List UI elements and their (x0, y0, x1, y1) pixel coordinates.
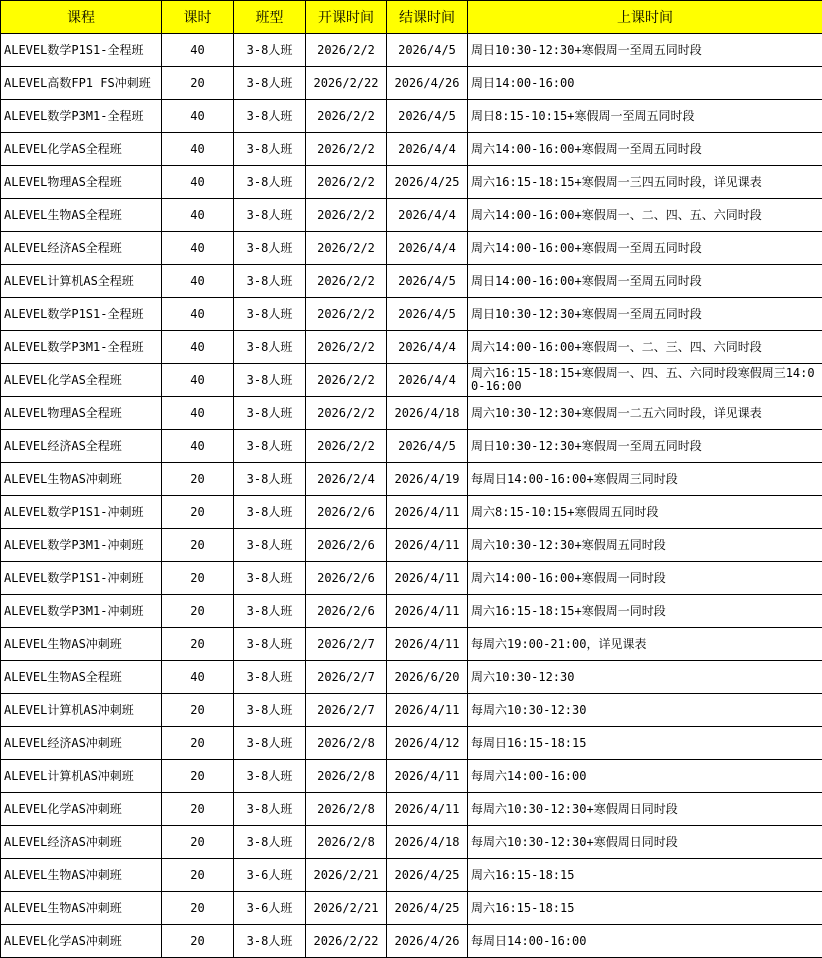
course-cell: ALEVEL经济AS冲刺班 (1, 727, 162, 760)
course-cell: ALEVEL数学P1S1-冲刺班 (1, 562, 162, 595)
hours-cell: 40 (162, 430, 234, 463)
end-date-cell: 2026/6/20 (387, 661, 468, 694)
start-date-cell: 2026/2/2 (306, 133, 387, 166)
course-cell: ALEVEL化学AS全程班 (1, 364, 162, 397)
course-cell: ALEVEL经济AS全程班 (1, 430, 162, 463)
end-date-cell: 2026/4/26 (387, 925, 468, 958)
start-date-cell: 2026/2/2 (306, 100, 387, 133)
start-date-cell: 2026/2/6 (306, 496, 387, 529)
table-row (1, 859, 822, 892)
hours-cell: 40 (162, 397, 234, 430)
class-time-cell: 周六14:00-16:00+寒假周一至周五同时段 (468, 133, 822, 166)
hours-cell: 20 (162, 925, 234, 958)
table-row (1, 67, 822, 100)
class-time-cell: 周六16:15-18:15+寒假周一、四、五、六同时段寒假周三14:00-16:00 (468, 364, 822, 397)
class-time-cell: 周日14:00-16:00+寒假周一至周五同时段 (468, 265, 822, 298)
hours-cell: 20 (162, 628, 234, 661)
table-row (1, 892, 822, 925)
table-row (1, 430, 822, 463)
class-size-cell: 3-8人班 (234, 166, 306, 199)
course-cell: ALEVEL计算机AS全程班 (1, 265, 162, 298)
class-time-cell: 周六14:00-16:00+寒假周一、二、三、四、六同时段 (468, 331, 822, 364)
end-date-cell: 2026/4/4 (387, 331, 468, 364)
class-time-cell: 周日8:15-10:15+寒假周一至周五同时段 (468, 100, 822, 133)
end-date-cell: 2026/4/25 (387, 166, 468, 199)
table-row (1, 760, 822, 793)
hours-cell: 20 (162, 760, 234, 793)
class-size-cell: 3-8人班 (234, 34, 306, 67)
start-date-cell: 2026/2/21 (306, 892, 387, 925)
table-body (1, 34, 822, 958)
end-date-cell: 2026/4/4 (387, 232, 468, 265)
table-row (1, 694, 822, 727)
end-date-cell: 2026/4/19 (387, 463, 468, 496)
end-date-cell: 2026/4/18 (387, 397, 468, 430)
hours-cell: 20 (162, 562, 234, 595)
header-course: 课程 (1, 1, 162, 34)
start-date-cell: 2026/2/7 (306, 661, 387, 694)
course-cell: ALEVEL化学AS全程班 (1, 133, 162, 166)
table-row (1, 595, 822, 628)
header-class-size: 班型 (234, 1, 306, 34)
hours-cell: 20 (162, 496, 234, 529)
end-date-cell: 2026/4/11 (387, 628, 468, 661)
table-row (1, 34, 822, 67)
start-date-cell: 2026/2/6 (306, 529, 387, 562)
start-date-cell: 2026/2/8 (306, 793, 387, 826)
table-row (1, 562, 822, 595)
course-cell: ALEVEL计算机AS冲刺班 (1, 760, 162, 793)
end-date-cell: 2026/4/11 (387, 595, 468, 628)
class-time-cell: 周六10:30-12:30 (468, 661, 822, 694)
course-cell: ALEVEL经济AS全程班 (1, 232, 162, 265)
course-cell: ALEVEL计算机AS冲刺班 (1, 694, 162, 727)
end-date-cell: 2026/4/18 (387, 826, 468, 859)
end-date-cell: 2026/4/12 (387, 727, 468, 760)
class-size-cell: 3-8人班 (234, 463, 306, 496)
course-cell: ALEVEL生物AS全程班 (1, 199, 162, 232)
table-row (1, 826, 822, 859)
table-row (1, 364, 822, 397)
start-date-cell: 2026/2/8 (306, 727, 387, 760)
class-size-cell: 3-8人班 (234, 331, 306, 364)
header-end-date: 结课时间 (387, 1, 468, 34)
start-date-cell: 2026/2/2 (306, 364, 387, 397)
class-size-cell: 3-6人班 (234, 892, 306, 925)
table-row (1, 265, 822, 298)
end-date-cell: 2026/4/5 (387, 34, 468, 67)
course-cell: ALEVEL高数FP1 FS冲刺班 (1, 67, 162, 100)
start-date-cell: 2026/2/8 (306, 826, 387, 859)
class-time-cell: 每周日14:00-16:00+寒假周三同时段 (468, 463, 822, 496)
class-time-cell: 周六14:00-16:00+寒假周一同时段 (468, 562, 822, 595)
class-size-cell: 3-8人班 (234, 496, 306, 529)
start-date-cell: 2026/2/2 (306, 430, 387, 463)
start-date-cell: 2026/2/4 (306, 463, 387, 496)
table-row (1, 496, 822, 529)
end-date-cell: 2026/4/11 (387, 793, 468, 826)
class-time-cell: 周六10:30-12:30+寒假周五同时段 (468, 529, 822, 562)
hours-cell: 20 (162, 859, 234, 892)
class-size-cell: 3-8人班 (234, 529, 306, 562)
end-date-cell: 2026/4/11 (387, 496, 468, 529)
class-size-cell: 3-8人班 (234, 67, 306, 100)
hours-cell: 20 (162, 529, 234, 562)
class-time-cell: 每周日14:00-16:00 (468, 925, 822, 958)
table-row (1, 628, 822, 661)
class-time-cell: 周六10:30-12:30+寒假周一二五六同时段，详见课表 (468, 397, 822, 430)
course-cell: ALEVEL数学P3M1-全程班 (1, 331, 162, 364)
start-date-cell: 2026/2/8 (306, 760, 387, 793)
header-hours: 课时 (162, 1, 234, 34)
course-cell: ALEVEL生物AS冲刺班 (1, 463, 162, 496)
start-date-cell: 2026/2/2 (306, 34, 387, 67)
class-time-cell: 每周六14:00-16:00 (468, 760, 822, 793)
start-date-cell: 2026/2/2 (306, 397, 387, 430)
course-cell: ALEVEL化学AS冲刺班 (1, 925, 162, 958)
table-row (1, 661, 822, 694)
course-cell: ALEVEL化学AS冲刺班 (1, 793, 162, 826)
class-size-cell: 3-8人班 (234, 133, 306, 166)
hours-cell: 40 (162, 34, 234, 67)
hours-cell: 40 (162, 661, 234, 694)
class-time-cell: 每周六19:00-21:00，详见课表 (468, 628, 822, 661)
table-row (1, 133, 822, 166)
header-class-time: 上课时间 (468, 1, 822, 34)
course-cell: ALEVEL数学P1S1-全程班 (1, 34, 162, 67)
course-cell: ALEVEL数学P3M1-冲刺班 (1, 529, 162, 562)
class-size-cell: 3-8人班 (234, 694, 306, 727)
class-size-cell: 3-8人班 (234, 430, 306, 463)
course-cell: ALEVEL经济AS冲刺班 (1, 826, 162, 859)
class-time-cell: 每周六10:30-12:30 (468, 694, 822, 727)
start-date-cell: 2026/2/2 (306, 232, 387, 265)
class-time-cell: 每周六10:30-12:30+寒假周日同时段 (468, 826, 822, 859)
end-date-cell: 2026/4/11 (387, 529, 468, 562)
end-date-cell: 2026/4/11 (387, 562, 468, 595)
end-date-cell: 2026/4/5 (387, 100, 468, 133)
hours-cell: 40 (162, 364, 234, 397)
table-row (1, 397, 822, 430)
class-size-cell: 3-8人班 (234, 727, 306, 760)
class-time-cell: 每周六10:30-12:30+寒假周日同时段 (468, 793, 822, 826)
start-date-cell: 2026/2/21 (306, 859, 387, 892)
class-time-cell: 周六16:15-18:15+寒假周一同时段 (468, 595, 822, 628)
class-size-cell: 3-8人班 (234, 298, 306, 331)
table-row (1, 463, 822, 496)
class-time-cell: 周六14:00-16:00+寒假周一、二、四、五、六同时段 (468, 199, 822, 232)
table-row (1, 529, 822, 562)
class-time-cell: 周六14:00-16:00+寒假周一至周五同时段 (468, 232, 822, 265)
end-date-cell: 2026/4/4 (387, 199, 468, 232)
hours-cell: 20 (162, 826, 234, 859)
class-time-cell: 周六16:15-18:15 (468, 859, 822, 892)
hours-cell: 20 (162, 463, 234, 496)
course-cell: ALEVEL数学P1S1-全程班 (1, 298, 162, 331)
class-time-cell: 周六16:15-18:15+寒假周一三四五同时段，详见课表 (468, 166, 822, 199)
start-date-cell: 2026/2/2 (306, 166, 387, 199)
hours-cell: 40 (162, 133, 234, 166)
table-row (1, 298, 822, 331)
class-time-cell: 周日14:00-16:00 (468, 67, 822, 100)
hours-cell: 20 (162, 595, 234, 628)
end-date-cell: 2026/4/25 (387, 859, 468, 892)
table-row (1, 166, 822, 199)
table-row (1, 925, 822, 958)
start-date-cell: 2026/2/7 (306, 628, 387, 661)
class-time-cell: 周日10:30-12:30+寒假周一至周五同时段 (468, 298, 822, 331)
start-date-cell: 2026/2/2 (306, 331, 387, 364)
end-date-cell: 2026/4/5 (387, 265, 468, 298)
hours-cell: 20 (162, 793, 234, 826)
start-date-cell: 2026/2/22 (306, 925, 387, 958)
class-size-cell: 3-8人班 (234, 265, 306, 298)
table-row (1, 331, 822, 364)
class-size-cell: 3-8人班 (234, 595, 306, 628)
table-row (1, 100, 822, 133)
class-time-cell: 周日10:30-12:30+寒假周一至周五同时段 (468, 430, 822, 463)
start-date-cell: 2026/2/6 (306, 595, 387, 628)
start-date-cell: 2026/2/7 (306, 694, 387, 727)
course-cell: ALEVEL数学P3M1-全程班 (1, 100, 162, 133)
course-cell: ALEVEL生物AS冲刺班 (1, 859, 162, 892)
course-cell: ALEVEL物理AS全程班 (1, 397, 162, 430)
class-size-cell: 3-8人班 (234, 661, 306, 694)
hours-cell: 20 (162, 727, 234, 760)
class-size-cell: 3-8人班 (234, 199, 306, 232)
start-date-cell: 2026/2/2 (306, 265, 387, 298)
class-size-cell: 3-8人班 (234, 232, 306, 265)
class-size-cell: 3-8人班 (234, 925, 306, 958)
class-time-cell: 周六8:15-10:15+寒假周五同时段 (468, 496, 822, 529)
course-cell: ALEVEL数学P3M1-冲刺班 (1, 595, 162, 628)
hours-cell: 20 (162, 694, 234, 727)
table-row (1, 199, 822, 232)
end-date-cell: 2026/4/5 (387, 430, 468, 463)
hours-cell: 40 (162, 298, 234, 331)
end-date-cell: 2026/4/4 (387, 364, 468, 397)
hours-cell: 40 (162, 166, 234, 199)
table-header (1, 1, 822, 34)
class-time-cell: 周六16:15-18:15 (468, 892, 822, 925)
hours-cell: 40 (162, 100, 234, 133)
table-row (1, 232, 822, 265)
end-date-cell: 2026/4/11 (387, 760, 468, 793)
hours-cell: 20 (162, 67, 234, 100)
table-row (1, 793, 822, 826)
end-date-cell: 2026/4/25 (387, 892, 468, 925)
class-time-cell: 每周日16:15-18:15 (468, 727, 822, 760)
class-time-cell: 周日10:30-12:30+寒假周一至周五同时段 (468, 34, 822, 67)
hours-cell: 40 (162, 265, 234, 298)
class-size-cell: 3-8人班 (234, 793, 306, 826)
end-date-cell: 2026/4/26 (387, 67, 468, 100)
class-size-cell: 3-8人班 (234, 628, 306, 661)
class-size-cell: 3-8人班 (234, 760, 306, 793)
start-date-cell: 2026/2/6 (306, 562, 387, 595)
class-size-cell: 3-8人班 (234, 364, 306, 397)
hours-cell: 40 (162, 232, 234, 265)
header-row (1, 1, 822, 34)
end-date-cell: 2026/4/5 (387, 298, 468, 331)
course-cell: ALEVEL物理AS全程班 (1, 166, 162, 199)
header-start-date: 开课时间 (306, 1, 387, 34)
class-size-cell: 3-8人班 (234, 826, 306, 859)
class-size-cell: 3-8人班 (234, 397, 306, 430)
course-cell: ALEVEL生物AS冲刺班 (1, 892, 162, 925)
start-date-cell: 2026/2/2 (306, 298, 387, 331)
class-size-cell: 3-8人班 (234, 100, 306, 133)
end-date-cell: 2026/4/4 (387, 133, 468, 166)
hours-cell: 40 (162, 199, 234, 232)
course-cell: ALEVEL生物AS全程班 (1, 661, 162, 694)
class-size-cell: 3-6人班 (234, 859, 306, 892)
course-cell: ALEVEL生物AS冲刺班 (1, 628, 162, 661)
hours-cell: 40 (162, 331, 234, 364)
start-date-cell: 2026/2/2 (306, 199, 387, 232)
hours-cell: 20 (162, 892, 234, 925)
table-row (1, 727, 822, 760)
end-date-cell: 2026/4/11 (387, 694, 468, 727)
class-size-cell: 3-8人班 (234, 562, 306, 595)
start-date-cell: 2026/2/22 (306, 67, 387, 100)
course-cell: ALEVEL数学P1S1-冲刺班 (1, 496, 162, 529)
